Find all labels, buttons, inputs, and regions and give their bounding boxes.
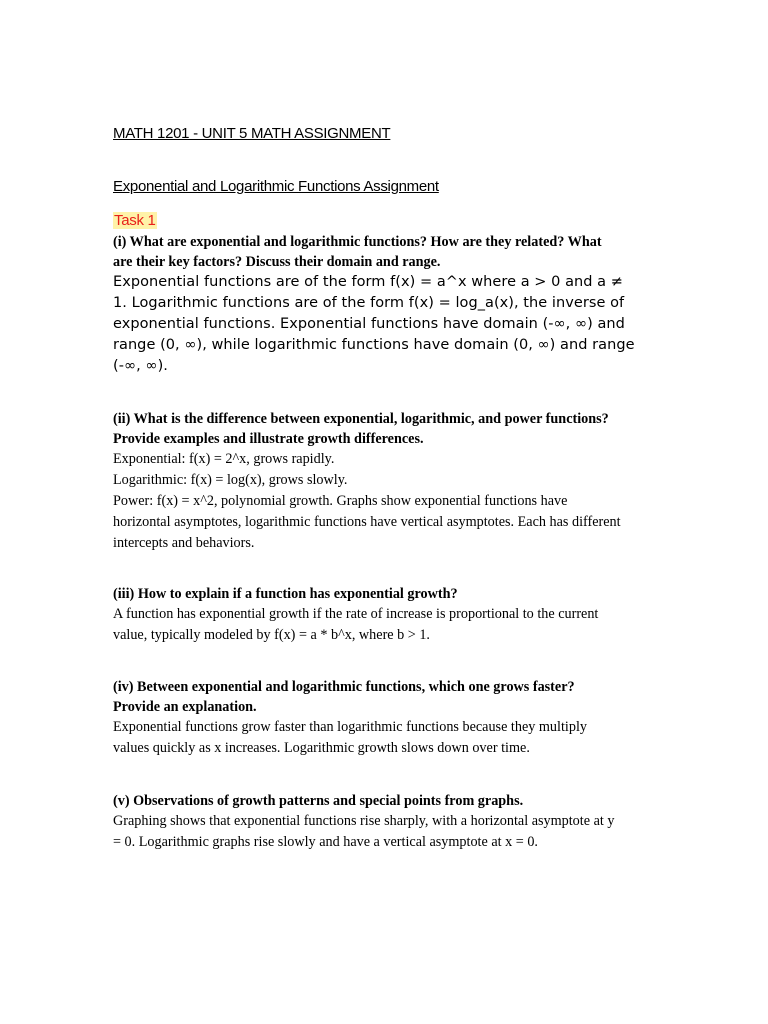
- answer-line: (-∞, ∞).: [113, 358, 168, 374]
- answer-line: Exponential functions are of the form f(x) = a^x where a > 0 and a ≠: [113, 274, 623, 290]
- question-v: [113, 791, 658, 811]
- answer-ii: [113, 449, 658, 554]
- question-iv: [113, 677, 658, 717]
- answer-line: range (0, ∞), while logarithmic functions have domain (0, ∞) and range: [113, 337, 635, 353]
- question-line: Provide an explanation.: [113, 699, 257, 715]
- answer-line: 1. Logarithmic functions are of the form f(x) = log_a(x), the inverse of: [113, 295, 625, 311]
- question-i: [113, 232, 658, 272]
- document-subtitle: Exponential and Logarithmic Functions Assignment: [113, 178, 439, 195]
- question-line: (ii) What is the difference between exponential, logarithmic, and power functions?: [113, 411, 609, 427]
- answer-line: Exponential functions grow faster than logarithmic functions because they multiply: [113, 719, 587, 735]
- answer-line: A function has exponential growth if the rate of increase is proportional to the current: [113, 606, 599, 622]
- answer-line: values quickly as x increases. Logarithmic growth slows down over time.: [113, 740, 530, 756]
- question-iii: [113, 584, 658, 604]
- answer-v: [113, 811, 658, 853]
- answer-i: [113, 272, 658, 377]
- task-label: Task 1: [114, 212, 156, 229]
- answer-iv: [113, 717, 658, 759]
- question-line: (iv) Between exponential and logarithmic functions, which one grows faster?: [113, 679, 575, 695]
- question-line: (v) Observations of growth patterns and special points from graphs.: [113, 793, 524, 809]
- answer-line: Logarithmic: f(x) = log(x), grows slowly.: [113, 472, 348, 488]
- answer-line: value, typically modeled by f(x) = a * b^x, where b > 1.: [113, 627, 430, 643]
- question-line: (i) What are exponential and logarithmic functions? How are they related? What: [113, 234, 602, 250]
- answer-line: Power: f(x) = x^2, polynomial growth. Graphs show exponential functions have: [113, 493, 568, 509]
- question-line: Provide examples and illustrate growth differences.: [113, 431, 424, 447]
- question-line: (iii) How to explain if a function has exponential growth?: [113, 586, 458, 602]
- document-title: MATH 1201 - UNIT 5 MATH ASSIGNMENT: [113, 125, 391, 142]
- answer-line: horizontal asymptotes, logarithmic functions have vertical asymptotes. Each has different: [113, 514, 621, 530]
- answer-line: Graphing shows that exponential functions rise sharply, with a horizontal asymptote at y: [113, 813, 615, 829]
- answer-line: exponential functions. Exponential functions have domain (-∞, ∞) and: [113, 316, 625, 332]
- answer-line: = 0. Logarithmic graphs rise slowly and have a vertical asymptote at x = 0.: [113, 834, 538, 850]
- question-ii: [113, 409, 658, 449]
- answer-iii: [113, 604, 658, 646]
- question-line: are their key factors? Discuss their domain and range.: [113, 254, 441, 270]
- answer-line: Exponential: f(x) = 2^x, grows rapidly.: [113, 451, 335, 467]
- answer-line: intercepts and behaviors.: [113, 535, 255, 551]
